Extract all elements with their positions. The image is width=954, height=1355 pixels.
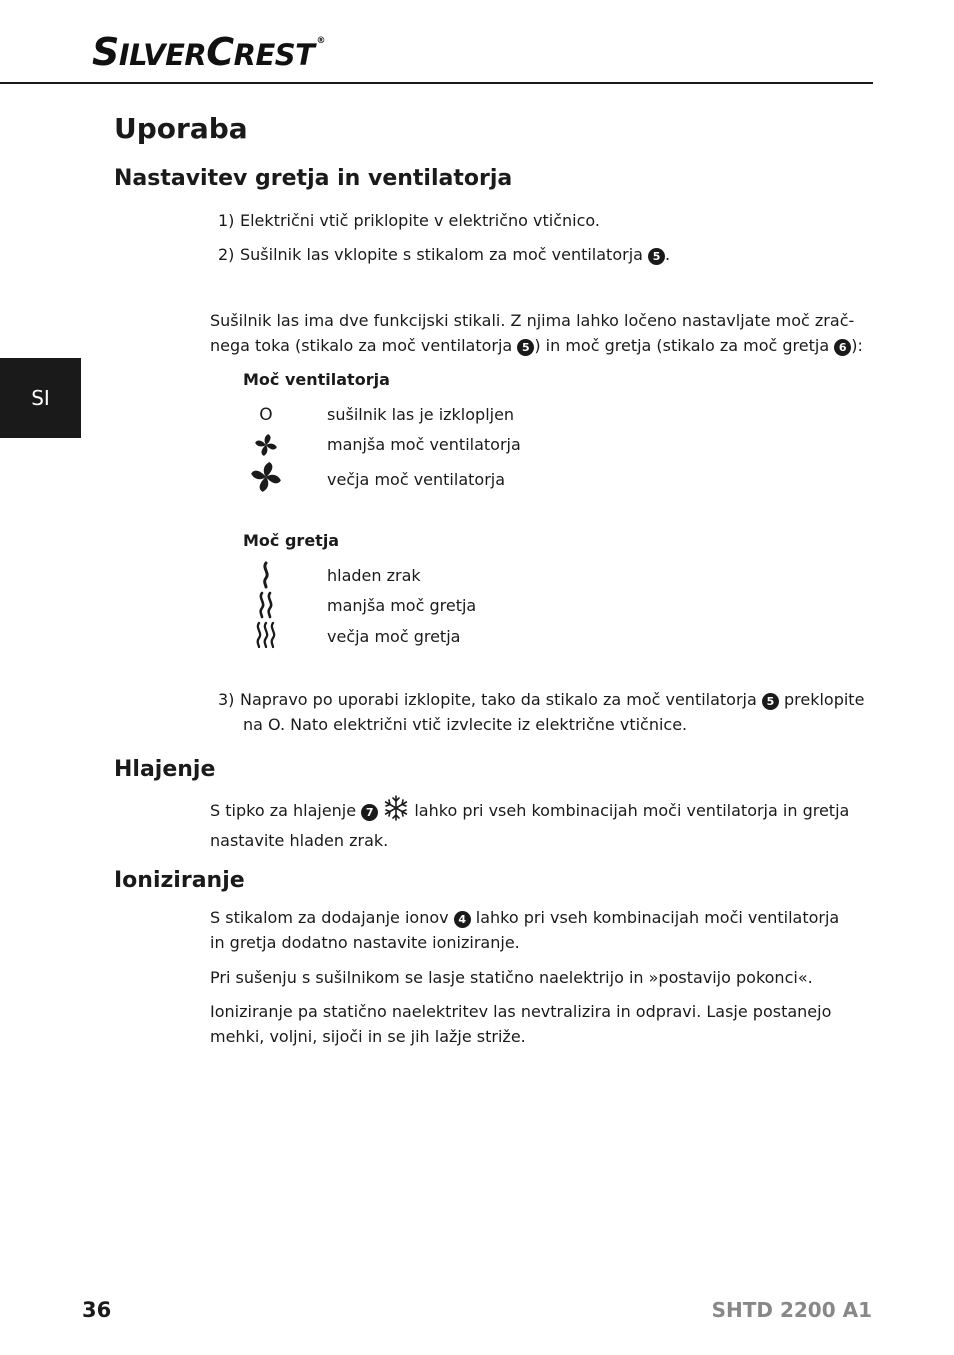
intro-paragraph	[210, 308, 863, 358]
step-text-line-2: na O. Nato električni vtič izvlecite iz električne vtičnice.	[243, 715, 688, 734]
cooling-line-2: nastavite hladen zrak.	[210, 831, 389, 850]
fan-row-off: sušilnik las je izklopljen	[327, 405, 515, 424]
intro-text: ):	[851, 336, 863, 355]
language-tab	[0, 358, 81, 438]
intro-line-1: Sušilnik las ima dve funkcijski stikali. Z njima lahko ločeno nastavljate moč zrač-	[210, 311, 855, 330]
logo-c: C	[206, 30, 234, 74]
ion-p3-line-2: mehki, voljni, sijoči in se jih lažje striže.	[210, 1027, 526, 1046]
snowflake-icon	[383, 795, 409, 828]
cooling-text: S tipko za hlajenje	[210, 801, 362, 820]
step-1	[218, 208, 600, 233]
step-text: preklopite	[778, 690, 865, 709]
model-number: SHTD 2200 A1	[711, 1298, 872, 1322]
logo-s: S	[92, 30, 119, 74]
fan-row-high: večja moč ventilatorja	[327, 470, 506, 489]
logo-registered-mark: ®	[316, 36, 325, 46]
section-heading-cooling: Hlajenje	[114, 757, 216, 782]
fan-power-title: Moč ventilatorja	[243, 370, 390, 389]
heat-two-waves-icon	[250, 590, 282, 620]
intro-line-2	[210, 333, 863, 358]
ion-text: S stikalom za dodajanje ionov	[210, 908, 454, 927]
page-number: 36	[82, 1298, 112, 1322]
section-heading-settings: Nastavitev gretja in ventilatorja	[114, 166, 513, 191]
heat-one-wave-icon	[250, 560, 282, 590]
step-text: Sušilnik las vklopite s stikalom za moč ventilatorja	[240, 245, 643, 264]
step-number: 1)	[218, 211, 235, 230]
ion-paragraph-3	[210, 999, 831, 1049]
fan-row-low: manjša moč ventilatorja	[327, 435, 521, 454]
section-heading-ionization: Ioniziranje	[114, 868, 245, 893]
step-text: Električni vtič priklopite v električno vtičnico.	[240, 211, 601, 230]
off-circle-icon	[250, 400, 282, 430]
reference-badge: 6	[834, 339, 851, 356]
reference-badge: 7	[361, 804, 378, 821]
step-number: 2)	[218, 245, 235, 264]
heat-row-low: manjša moč gretja	[327, 596, 477, 615]
reference-badge: 4	[454, 911, 471, 928]
off-symbol: O	[259, 405, 273, 425]
heat-power-title: Moč gretja	[243, 531, 340, 550]
cooling-text: lahko pri vseh kombinacijah moči ventilatorja in gretja	[409, 801, 850, 820]
fan-high-icon	[250, 462, 282, 492]
language-tab-label: SI	[31, 386, 50, 410]
step-text: Napravo po uporabi izklopite, tako da stikalo za moč ventilatorja	[240, 690, 762, 709]
heat-three-waves-icon	[250, 620, 282, 650]
page-title: Uporaba	[114, 112, 248, 145]
ion-paragraph-2: Pri sušenju s sušilnikom se lasje statično naelektrijo in »postavijo pokonci«.	[210, 968, 813, 987]
intro-text: ) in moč gretja (stikalo za moč gretja	[534, 336, 835, 355]
ion-paragraph-1	[210, 905, 839, 955]
step-end: .	[665, 245, 671, 264]
fan-low-icon	[250, 430, 282, 460]
intro-text: nega toka (stikalo za moč ventilatorja	[210, 336, 518, 355]
step-2	[218, 242, 670, 267]
heat-row-high: večja moč gretja	[327, 627, 461, 646]
logo-ilver: ILVER	[118, 38, 207, 72]
header-rule	[0, 82, 873, 84]
reference-badge: 5	[648, 248, 665, 265]
ion-p3-line-1: Ioniziranje pa statično naelektritev las nevtralizira in odpravi. Lasje postanejo	[210, 1002, 832, 1021]
step-3	[218, 687, 864, 737]
logo-rest: REST	[233, 38, 315, 72]
reference-badge: 5	[517, 339, 534, 356]
silvercrest-logo	[92, 30, 325, 74]
reference-badge: 5	[762, 693, 779, 710]
heat-row-cold: hladen zrak	[327, 566, 421, 585]
ion-text: lahko pri vseh kombinacijah moči ventilatorja	[470, 908, 840, 927]
ion-line-2: in gretja dodatno nastavite ioniziranje.	[210, 933, 520, 952]
step-number: 3)	[218, 690, 235, 709]
cooling-paragraph	[210, 795, 849, 853]
